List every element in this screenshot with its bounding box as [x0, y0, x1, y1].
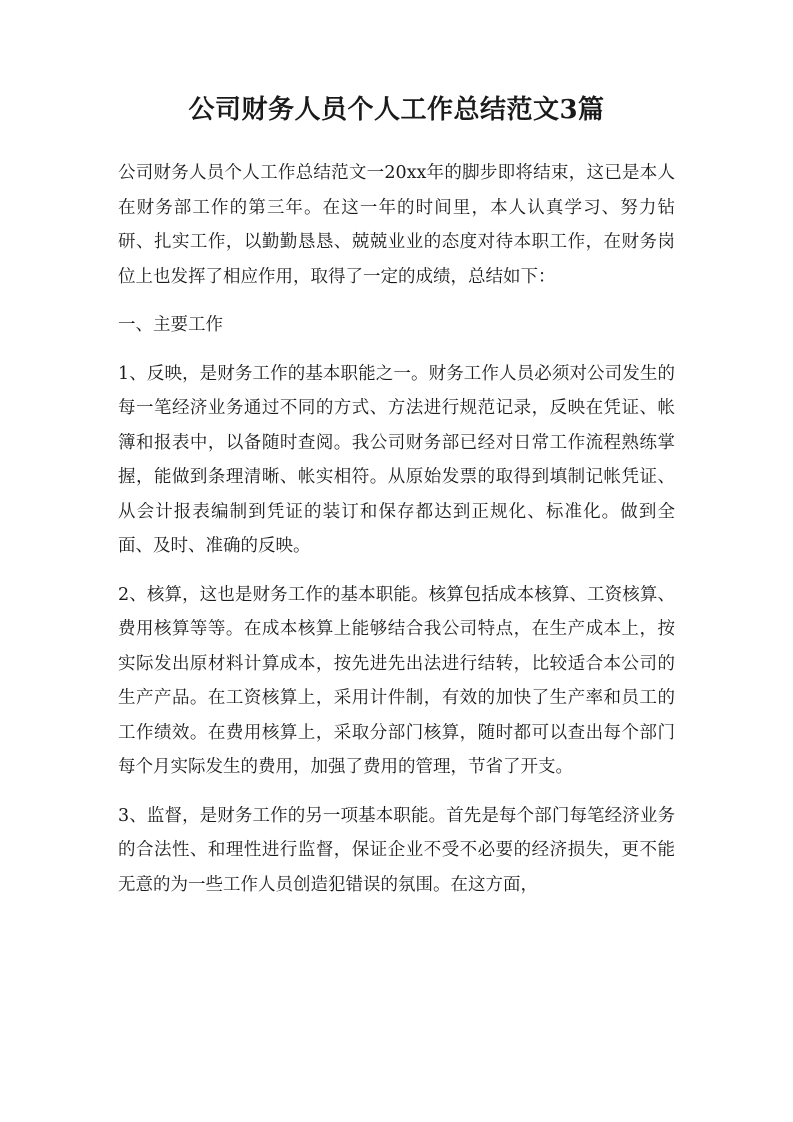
paragraph-reflection: 1、反映，是财务工作的基本职能之一。财务工作人员必须对公司发生的每一笔经济业务通过不同的方式、方法进行规范记录，反映在凭证、帐簿和报表中，以备随时查阅。我公司财务部已经对日常工作流程熟练掌握，能做到条理清晰、帐实相符。从原始发票的取得到填制记帐凭证、从会计报表编制到凭证的装订和保存都达到正规化、标准化。做到全面、及时、准确的反映。 [118, 363, 675, 556]
paragraph-supervision: 3、监督，是财务工作的另一项基本职能。首先是每个部门每笔经济业务的合法性、和理性进行监督，保证企业不受不必要的经济损失，更不能无意的为一些工作人员创造犯错误的氛围。在这方面， [118, 805, 675, 895]
intro-paragraph: 公司财务人员个人工作总结范文一20xx年的脚步即将结束，这已是本人在财务部工作的第三年。在这一年的时间里，本人认真学习、努力钻研、扎实工作，以勤勤恳恳、兢兢业业的态度对待本职工作，在财务岗位上也发挥了相应作用，取得了一定的成绩，总结如下： [118, 163, 675, 287]
section-heading: 一、主要工作 [118, 315, 223, 335]
paragraph-accounting: 2、核算，这也是财务工作的基本职能。核算包括成本核算、工资核算、费用核算等等。在成本核算上能够结合我公司特点，在生产成本上，按实际发出原材料计算成本，按先进先出法进行结转，比较适合本公司的生产产品。在工资核算上，采用计件制，有效的加快了生产率和员工的工作绩效。在费用核算上，采取分部门核算，随时都可以查出每个部门每个月实际发生的费用，加强了费用的管理，节省了开支。 [118, 584, 675, 777]
document-title: 公司财务人员个人工作总结范文3篇 [188, 95, 605, 125]
